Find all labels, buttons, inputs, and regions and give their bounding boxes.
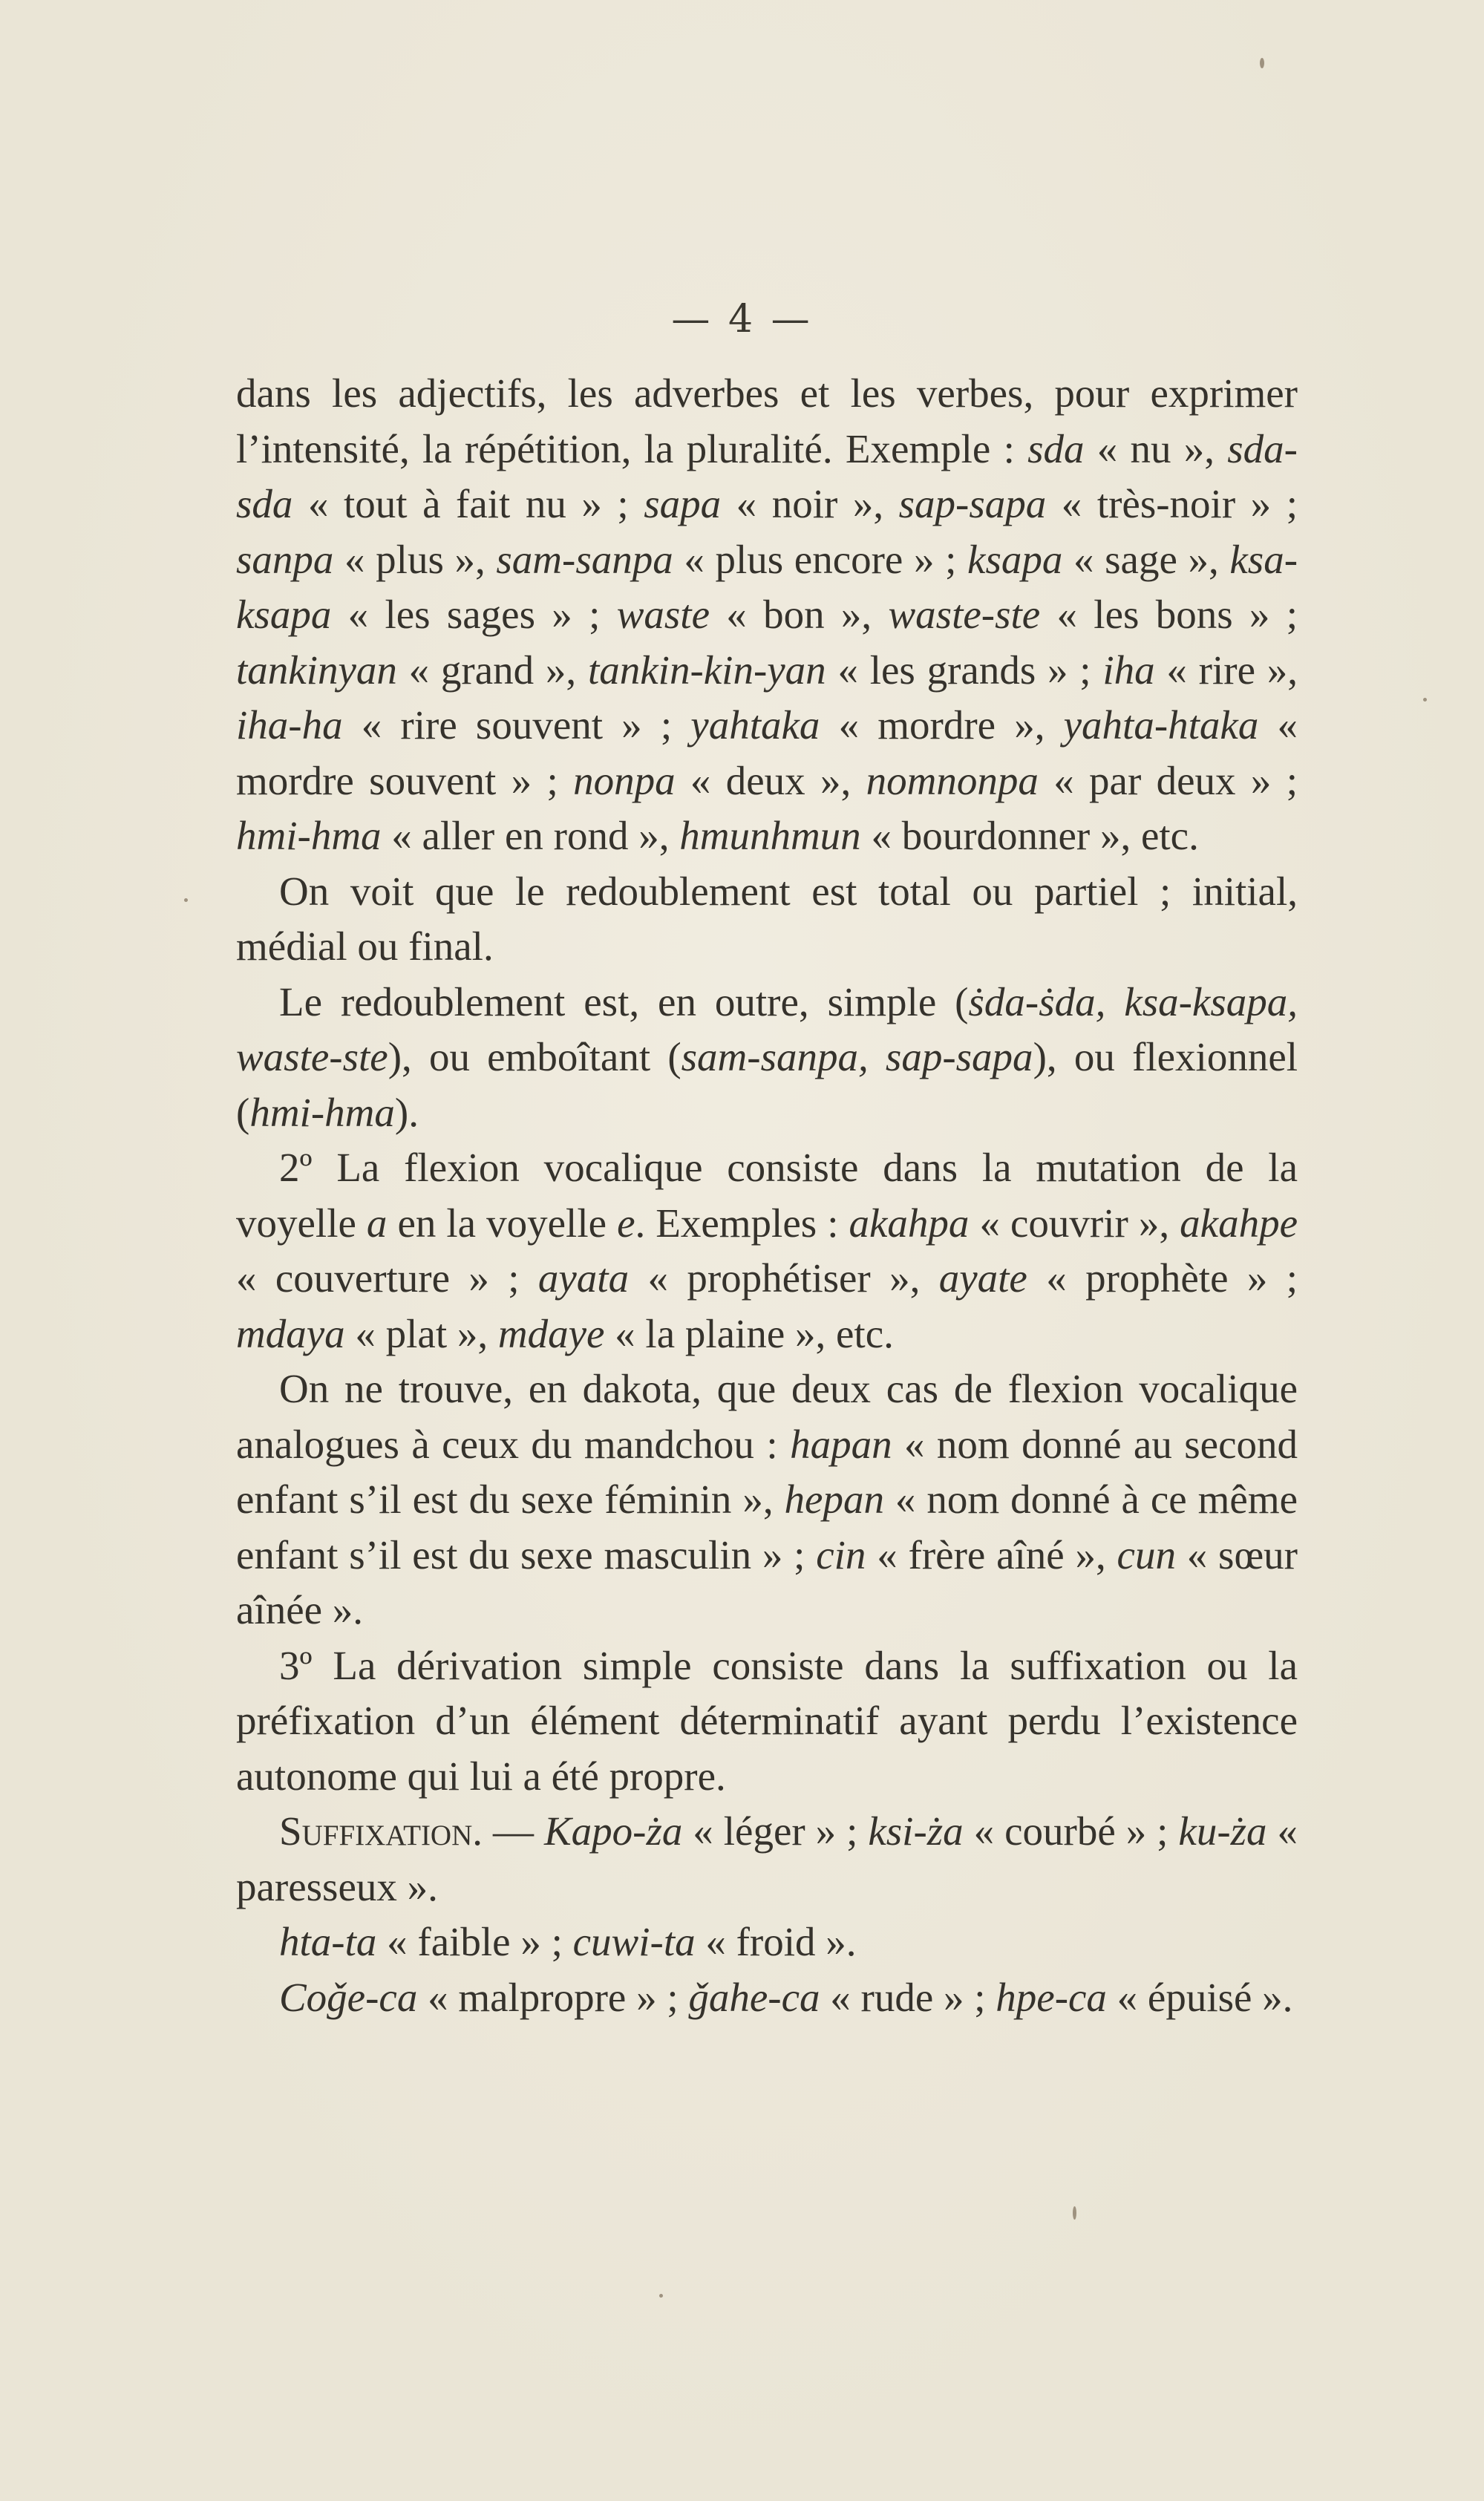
italic-term: sam-sanpa (496, 536, 673, 582)
italic-term: hmi-hma (249, 1089, 395, 1135)
text-run: « deux », (675, 757, 866, 803)
text-run: « couverture » ; (236, 1255, 538, 1301)
italic-term: ayata (537, 1255, 630, 1301)
italic-term: a (366, 1200, 388, 1246)
italic-term: ksi-ża (868, 1808, 964, 1854)
paper-speck (1073, 2206, 1076, 2220)
text-run: ), ou emboîtant ( (388, 1034, 681, 1079)
body-text (236, 366, 1298, 2025)
italic-term: sam-sanpa, sap-sapa (681, 1034, 1033, 1079)
italic-term: mdaya (236, 1310, 345, 1356)
text-run: « mordre », (820, 702, 1064, 748)
italic-term: ksa-ksapa (236, 536, 1298, 637)
italic-term: mdaye (497, 1310, 605, 1356)
text-run: « léger » ; (682, 1808, 869, 1854)
italic-term: tankin-kin-yan (587, 647, 826, 693)
paragraph (236, 366, 1298, 864)
text-run: « plus encore » ; (673, 536, 968, 582)
text-run: On ne trouve, en dakota, que deux cas de flexion vocalique analogues à ceux du mandchou : (236, 1366, 1298, 1467)
italic-term: akahpe (1180, 1200, 1298, 1246)
italic-term: yahta-htaka (1063, 702, 1259, 748)
italic-term: waste-ste (888, 592, 1041, 637)
text-run: ). (394, 1089, 419, 1135)
paper-speck (1423, 698, 1427, 702)
text-run: « bon », (709, 592, 889, 637)
text-run: « prophète » ; (1027, 1255, 1298, 1301)
italic-term: waste (616, 592, 710, 637)
text-run: « nom donné au second enfant s’il est du sexe féminin », (236, 1421, 1298, 1522)
text-run: « courbé » ; (963, 1808, 1179, 1854)
italic-term: ksapa (967, 536, 1063, 582)
paragraph (236, 1970, 1298, 2026)
text-run: « par deux » ; (1038, 757, 1298, 803)
italic-term: sap-sapa (898, 481, 1047, 526)
paragraph (236, 864, 1298, 975)
italic-term: sda (1027, 425, 1085, 471)
text-run: « frère aîné », (866, 1531, 1117, 1578)
italic-term: cin (816, 1531, 866, 1578)
text-run: « rire », (1154, 647, 1298, 693)
italic-term: hmunhmun (679, 813, 861, 858)
text-run: « nom donné à ce même enfant s’il est du sexe masculin » ; (236, 1477, 1298, 1578)
text-run: « plat », (344, 1310, 498, 1356)
text-run: « faible » ; (376, 1919, 573, 1964)
italic-term: Kapo-ża (543, 1808, 683, 1854)
italic-term: ayate (938, 1255, 1027, 1301)
italic-term: sapa (644, 481, 722, 526)
page-number: — 4 — (671, 297, 813, 341)
italic-term: e (617, 1200, 635, 1246)
text-run: « aller en rond », (381, 813, 680, 858)
italic-term: akahpa (849, 1200, 970, 1246)
italic-term: sda-sda (236, 425, 1298, 526)
text-run: « malpropre » ; (417, 1974, 689, 2020)
italic-term: hapan (790, 1421, 892, 1467)
italic-term: hpe-ca (996, 1974, 1107, 2020)
text-run: « prophétiser », (629, 1255, 939, 1301)
paragraph (236, 1361, 1298, 1638)
text-run: « les sages » ; (331, 592, 617, 637)
text-run: en la voyelle (387, 1200, 618, 1246)
italic-term: iha (1102, 647, 1155, 693)
text-run: « la plaine », etc. (604, 1310, 894, 1356)
text-run: « noir », (721, 481, 899, 526)
text-run: « plus », (333, 536, 497, 582)
text-run: « paresseux ». (236, 1808, 1298, 1909)
italic-term: hepan (784, 1477, 884, 1522)
text-run: Le redoublement est, en outre, simple ( (279, 978, 969, 1024)
text-run: « tout à fait nu » ; (292, 481, 644, 526)
paragraph (236, 1915, 1298, 1970)
text-run: « bourdonner », etc. (860, 813, 1199, 858)
italic-term: tankinyan (236, 647, 397, 693)
text-run: — (483, 1808, 544, 1854)
italic-term: ku-ża (1178, 1808, 1267, 1854)
italic-term: hta-ta (279, 1919, 377, 1964)
text-run: « couvrir », (969, 1200, 1180, 1246)
text-run: « rire souvent » ; (342, 702, 691, 748)
text-run: . Exemples : (635, 1200, 849, 1246)
text-run: « les grands » ; (826, 647, 1103, 693)
italic-term: ṡda-ṡda, ksa-ksapa, waste-ste (236, 978, 1298, 1079)
italic-term: yahtaka (690, 702, 820, 748)
text-run: dans les adjectifs, les adverbes et les verbes, pour exprimer l’intensité, la répétition, la pluralité. Exemple : (236, 370, 1298, 471)
italic-term: Coǧe-ca (279, 1974, 418, 2020)
text-run: « sage », (1062, 536, 1230, 582)
text-run: « les bons » ; (1040, 592, 1298, 637)
text-run: 2º La flexion vocalique consiste dans la mutation de la voyelle (236, 1145, 1298, 1246)
text-run: « nu », (1084, 425, 1228, 471)
text-run: On voit que le redoublement est total ou partiel ; initial, médial ou final. (236, 868, 1298, 969)
text-run: « très-noir » ; (1046, 481, 1298, 526)
section-label: Suffixation. (279, 1808, 483, 1854)
paragraph (236, 1804, 1298, 1915)
italic-term: cun (1117, 1531, 1176, 1578)
italic-term: ǧahe-ca (688, 1974, 820, 2020)
text-run: « mordre souvent » ; (236, 702, 1298, 803)
text-run: « grand », (396, 647, 588, 693)
paragraph (236, 975, 1298, 1141)
text-run: « froid ». (695, 1919, 857, 1964)
text-run: « sœur aînée ». (236, 1531, 1298, 1632)
italic-term: sanpa (236, 536, 334, 582)
italic-term: cuwi-ta (572, 1919, 696, 1964)
text-run: 3º La dérivation simple consiste dans la suffixation ou la préfixation d’un élément déterminatif ayant perdu l’existence autonome qui lui a été propre. (236, 1642, 1298, 1799)
text-run: « rude » ; (820, 1974, 996, 2020)
text-run: « épuisé ». (1106, 1974, 1293, 2020)
italic-term: iha-ha (236, 702, 343, 748)
text-run: ), ou flexionnel ( (236, 1034, 1298, 1135)
italic-term: nomnonpa (866, 757, 1039, 803)
italic-term: hmi-hma (236, 813, 382, 858)
paper-speck (659, 2294, 663, 2298)
paragraph (236, 1638, 1298, 1805)
paragraph (236, 1140, 1298, 1361)
italic-term: nonpa (573, 757, 676, 803)
paper-speck (1260, 58, 1264, 68)
paper-speck (184, 898, 188, 902)
